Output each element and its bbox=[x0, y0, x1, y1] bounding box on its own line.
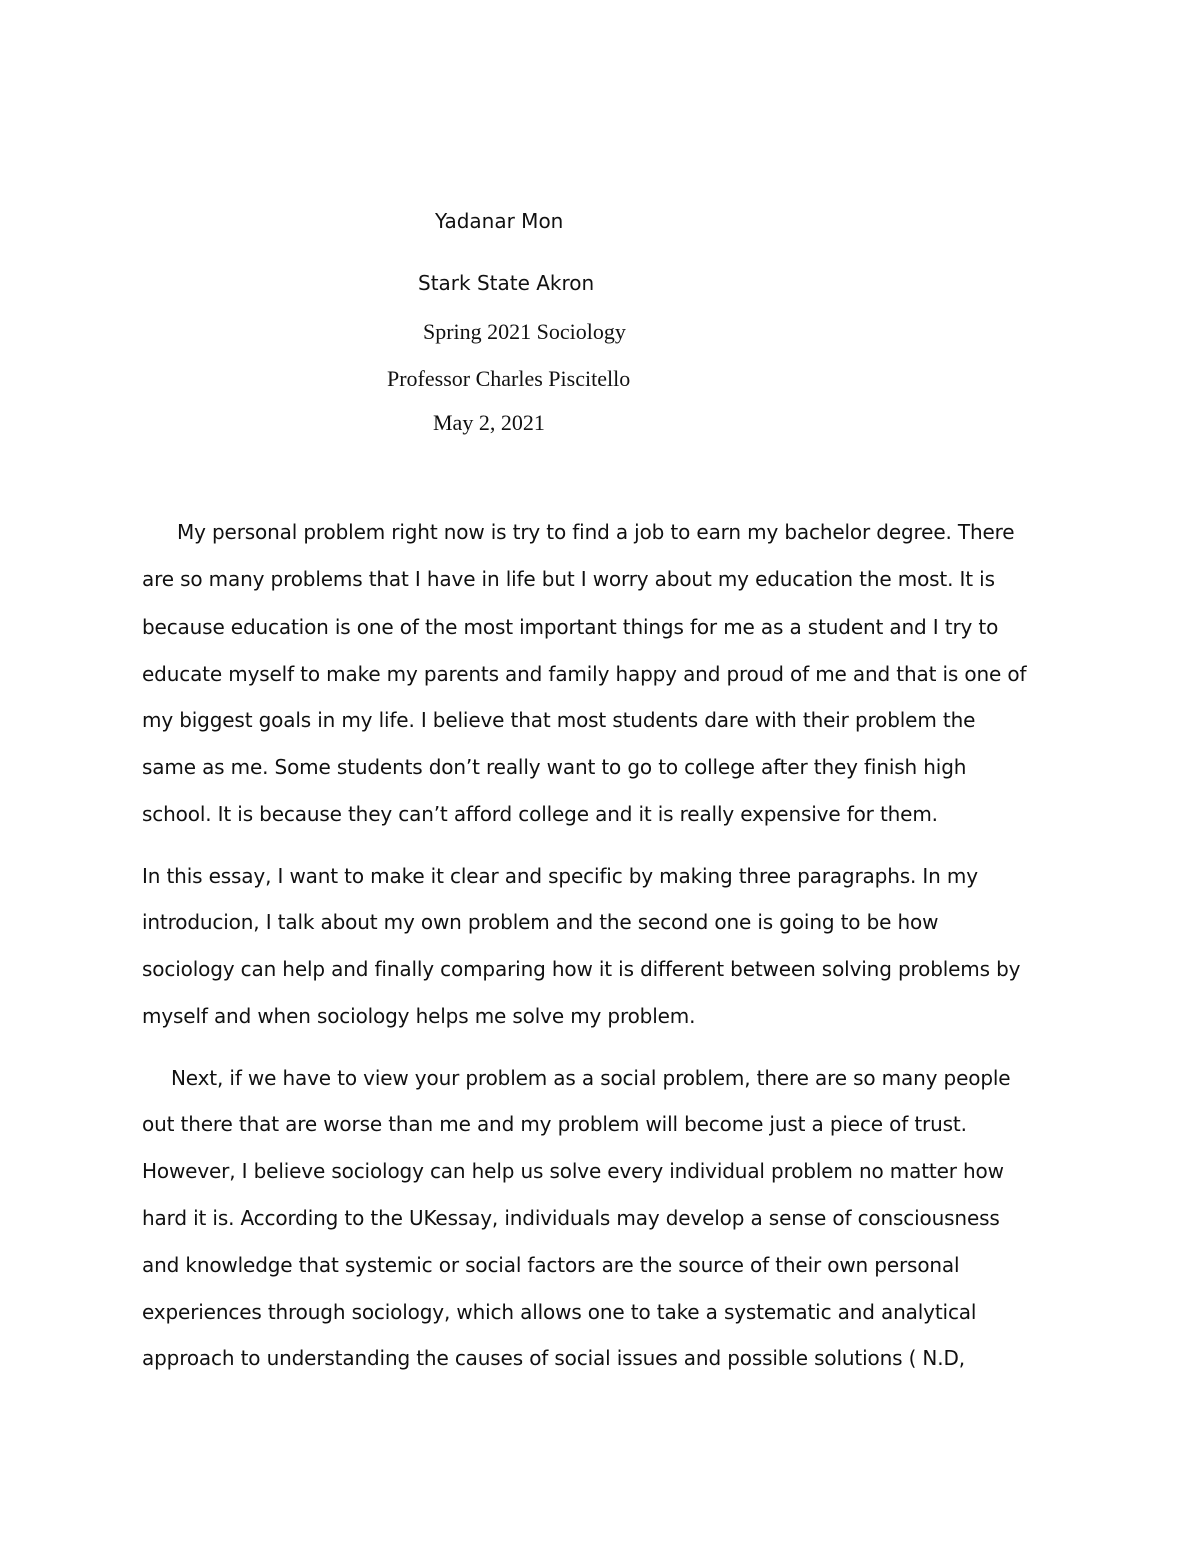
paragraph-line: experiences through sociology, which allows one to take a systematic and analytical bbox=[142, 1300, 977, 1324]
paragraph-line: hard it is. According to the UKessay, individuals may develop a sense of consciousness bbox=[142, 1206, 1000, 1230]
paragraph-line: introducion, I talk about my own problem and the second one is going to be how bbox=[142, 910, 939, 934]
paragraph-line: same as me. Some students don’t really want to go to college after they finish high bbox=[142, 755, 967, 779]
paragraph-line: and knowledge that systemic or social factors are the source of their own personal bbox=[142, 1253, 960, 1277]
paragraph-line: sociology can help and finally comparing how it is different between solving problems by bbox=[142, 957, 1021, 981]
paragraph-line: approach to understanding the causes of social issues and possible solutions ( N.D, bbox=[142, 1346, 965, 1370]
author-name: Yadanar Mon bbox=[435, 209, 564, 233]
paragraph-line: out there that are worse than me and my problem will become just a piece of trust. bbox=[142, 1112, 967, 1136]
school-name: Stark State Akron bbox=[418, 271, 595, 295]
paragraph-line: My personal problem right now is try to find a job to earn my bachelor degree. There bbox=[177, 520, 1015, 544]
paragraph-line: because education is one of the most important things for me as a student and I try to bbox=[142, 615, 999, 639]
paragraph-line: are so many problems that I have in life but I worry about my education the most. It is bbox=[142, 567, 995, 591]
paragraph-line: However, I believe sociology can help us solve every individual problem no matter how bbox=[142, 1159, 1004, 1183]
paragraph-line: educate myself to make my parents and family happy and proud of me and that is one of bbox=[142, 662, 1027, 686]
professor-name: Professor Charles Piscitello bbox=[387, 366, 631, 391]
course-title: Spring 2021 Sociology bbox=[423, 319, 626, 344]
paragraph-line: my biggest goals in my life. I believe that most students dare with their problem the bbox=[142, 708, 976, 732]
paragraph-line: Next, if we have to view your problem as a social problem, there are so many people bbox=[171, 1066, 1011, 1090]
paragraph-line: school. It is because they can’t afford college and it is really expensive for them. bbox=[142, 802, 938, 826]
essay-date: May 2, 2021 bbox=[433, 410, 545, 435]
paragraph-line: In this essay, I want to make it clear and specific by making three paragraphs. In my bbox=[142, 864, 978, 888]
paragraph-line: myself and when sociology helps me solve my problem. bbox=[142, 1004, 696, 1028]
